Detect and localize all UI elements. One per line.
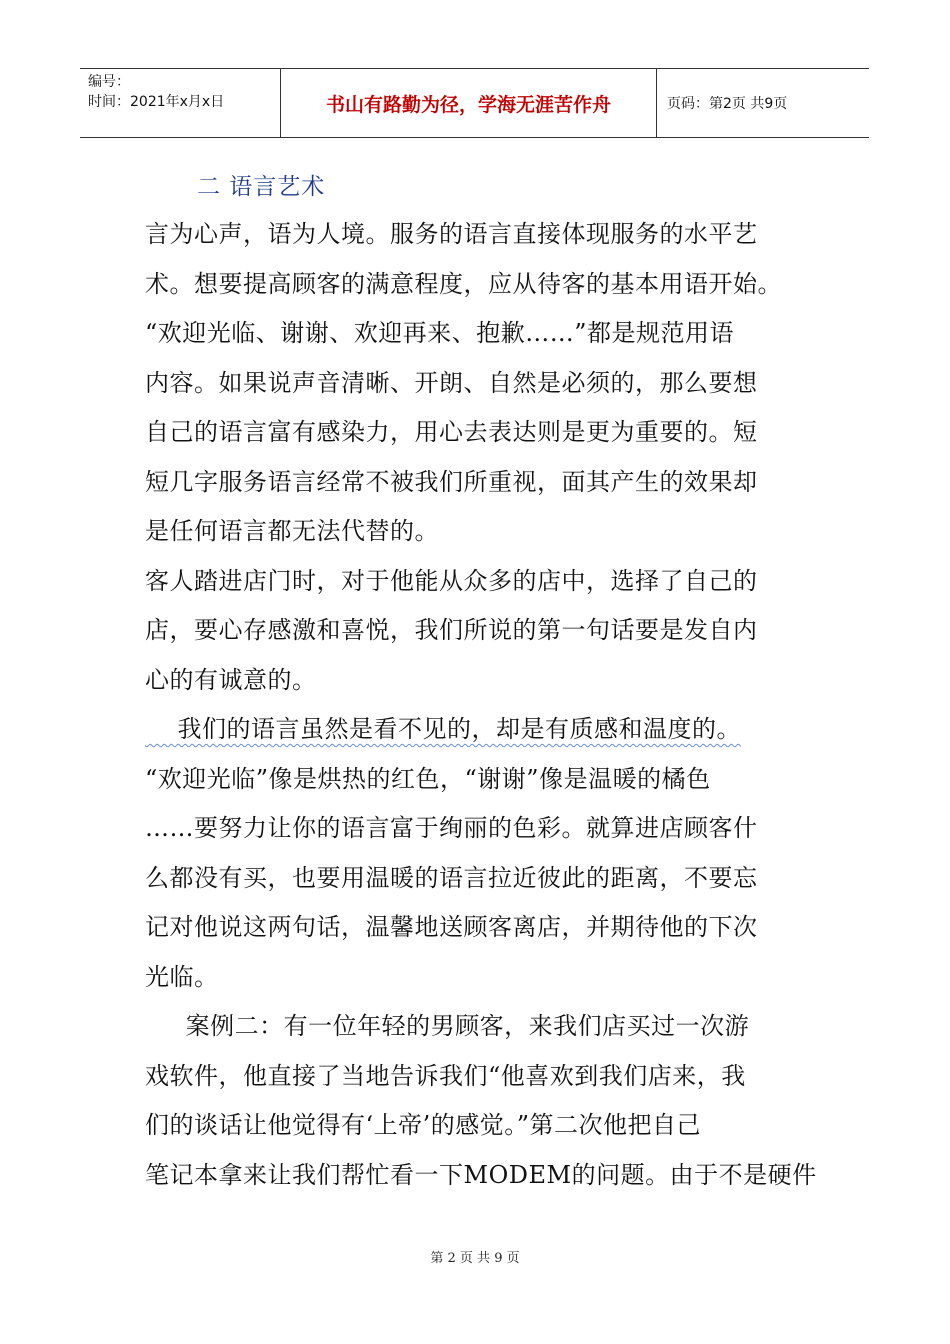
text-line: “欢迎光临、谢谢、欢迎再来、抱歉……”都是规范用语 bbox=[145, 319, 735, 347]
header-page-info: 页码：第2页 共9页 bbox=[667, 96, 788, 112]
text-line: 是任何语言都无法代替的。 bbox=[145, 517, 439, 545]
paragraph bbox=[145, 557, 815, 706]
section-heading: 二 语言艺术 bbox=[197, 174, 326, 200]
text-line: 内容。如果说声音清晰、开朗、自然是必须的，那么要想 bbox=[145, 368, 758, 397]
text-line: 我们的语言虽然是看不见的，却是有质感和温度的。 bbox=[145, 715, 742, 743]
text-line: 店，要心存感激和喜悦，我们所说的第一句话要是发自内 bbox=[145, 616, 758, 644]
text-line-wrapper bbox=[145, 705, 815, 755]
paragraph bbox=[145, 210, 815, 557]
text-line: ……要努力让你的语言富于绚丽的色彩。就算进店顾客什 bbox=[145, 814, 758, 842]
document-id-label: 编号： bbox=[88, 74, 130, 90]
text-line: 心的有诚意的。 bbox=[145, 665, 317, 694]
text-line: 言为心声，语为人境。服务的语言直接体现服务的水平艺 bbox=[145, 220, 758, 248]
paragraph bbox=[145, 1002, 815, 1200]
text-line: 自己的语言富有感染力，用心去表达则是更为重要的。短 bbox=[145, 418, 758, 446]
text-line: 们的谈话让他觉得有‘上帝’的感觉。”第二次他把自己 bbox=[145, 1111, 702, 1139]
text-line: 戏软件，他直接了当地告诉我们“他喜欢到我们店来，我 bbox=[145, 1061, 746, 1090]
text-line: 笔记本拿来让我们帮忙看一下MODEM的问题。由于不是硬件 bbox=[145, 1160, 817, 1189]
paragraph bbox=[145, 705, 815, 1002]
text-line: “欢迎光临”像是烘热的红色，“谢谢”像是温暖的橘色 bbox=[145, 764, 711, 793]
page-footer: 第 2 页 共 9 页 bbox=[430, 1251, 520, 1266]
page-header bbox=[80, 68, 869, 138]
document-date-label: 时间：2021年x月x日 bbox=[88, 94, 225, 110]
header-motto: 书山有路勤为径，学海无涯苦作舟 bbox=[280, 69, 657, 137]
text-line: 术。想要提高顾客的满意程度，应从待客的基本用语开始。 bbox=[145, 269, 782, 298]
text-line: 光临。 bbox=[145, 962, 219, 991]
header-meta bbox=[80, 69, 280, 137]
text-line: 案例二：有一位年轻的男顾客，来我们店买过一次游 bbox=[145, 1012, 750, 1040]
document-body bbox=[145, 210, 815, 1200]
text-line: 么都没有买，也要用温暖的语言拉近彼此的距离，不要忘 bbox=[145, 863, 758, 892]
text-line: 客人踏进店门时，对于他能从众多的店中，选择了自己的 bbox=[145, 566, 758, 595]
text-line: 短几字服务语言经常不被我们所重视，面其产生的效果却 bbox=[145, 467, 758, 496]
text-line: 记对他说这两句话，温馨地送顾客离店，并期待他的下次 bbox=[145, 913, 758, 941]
